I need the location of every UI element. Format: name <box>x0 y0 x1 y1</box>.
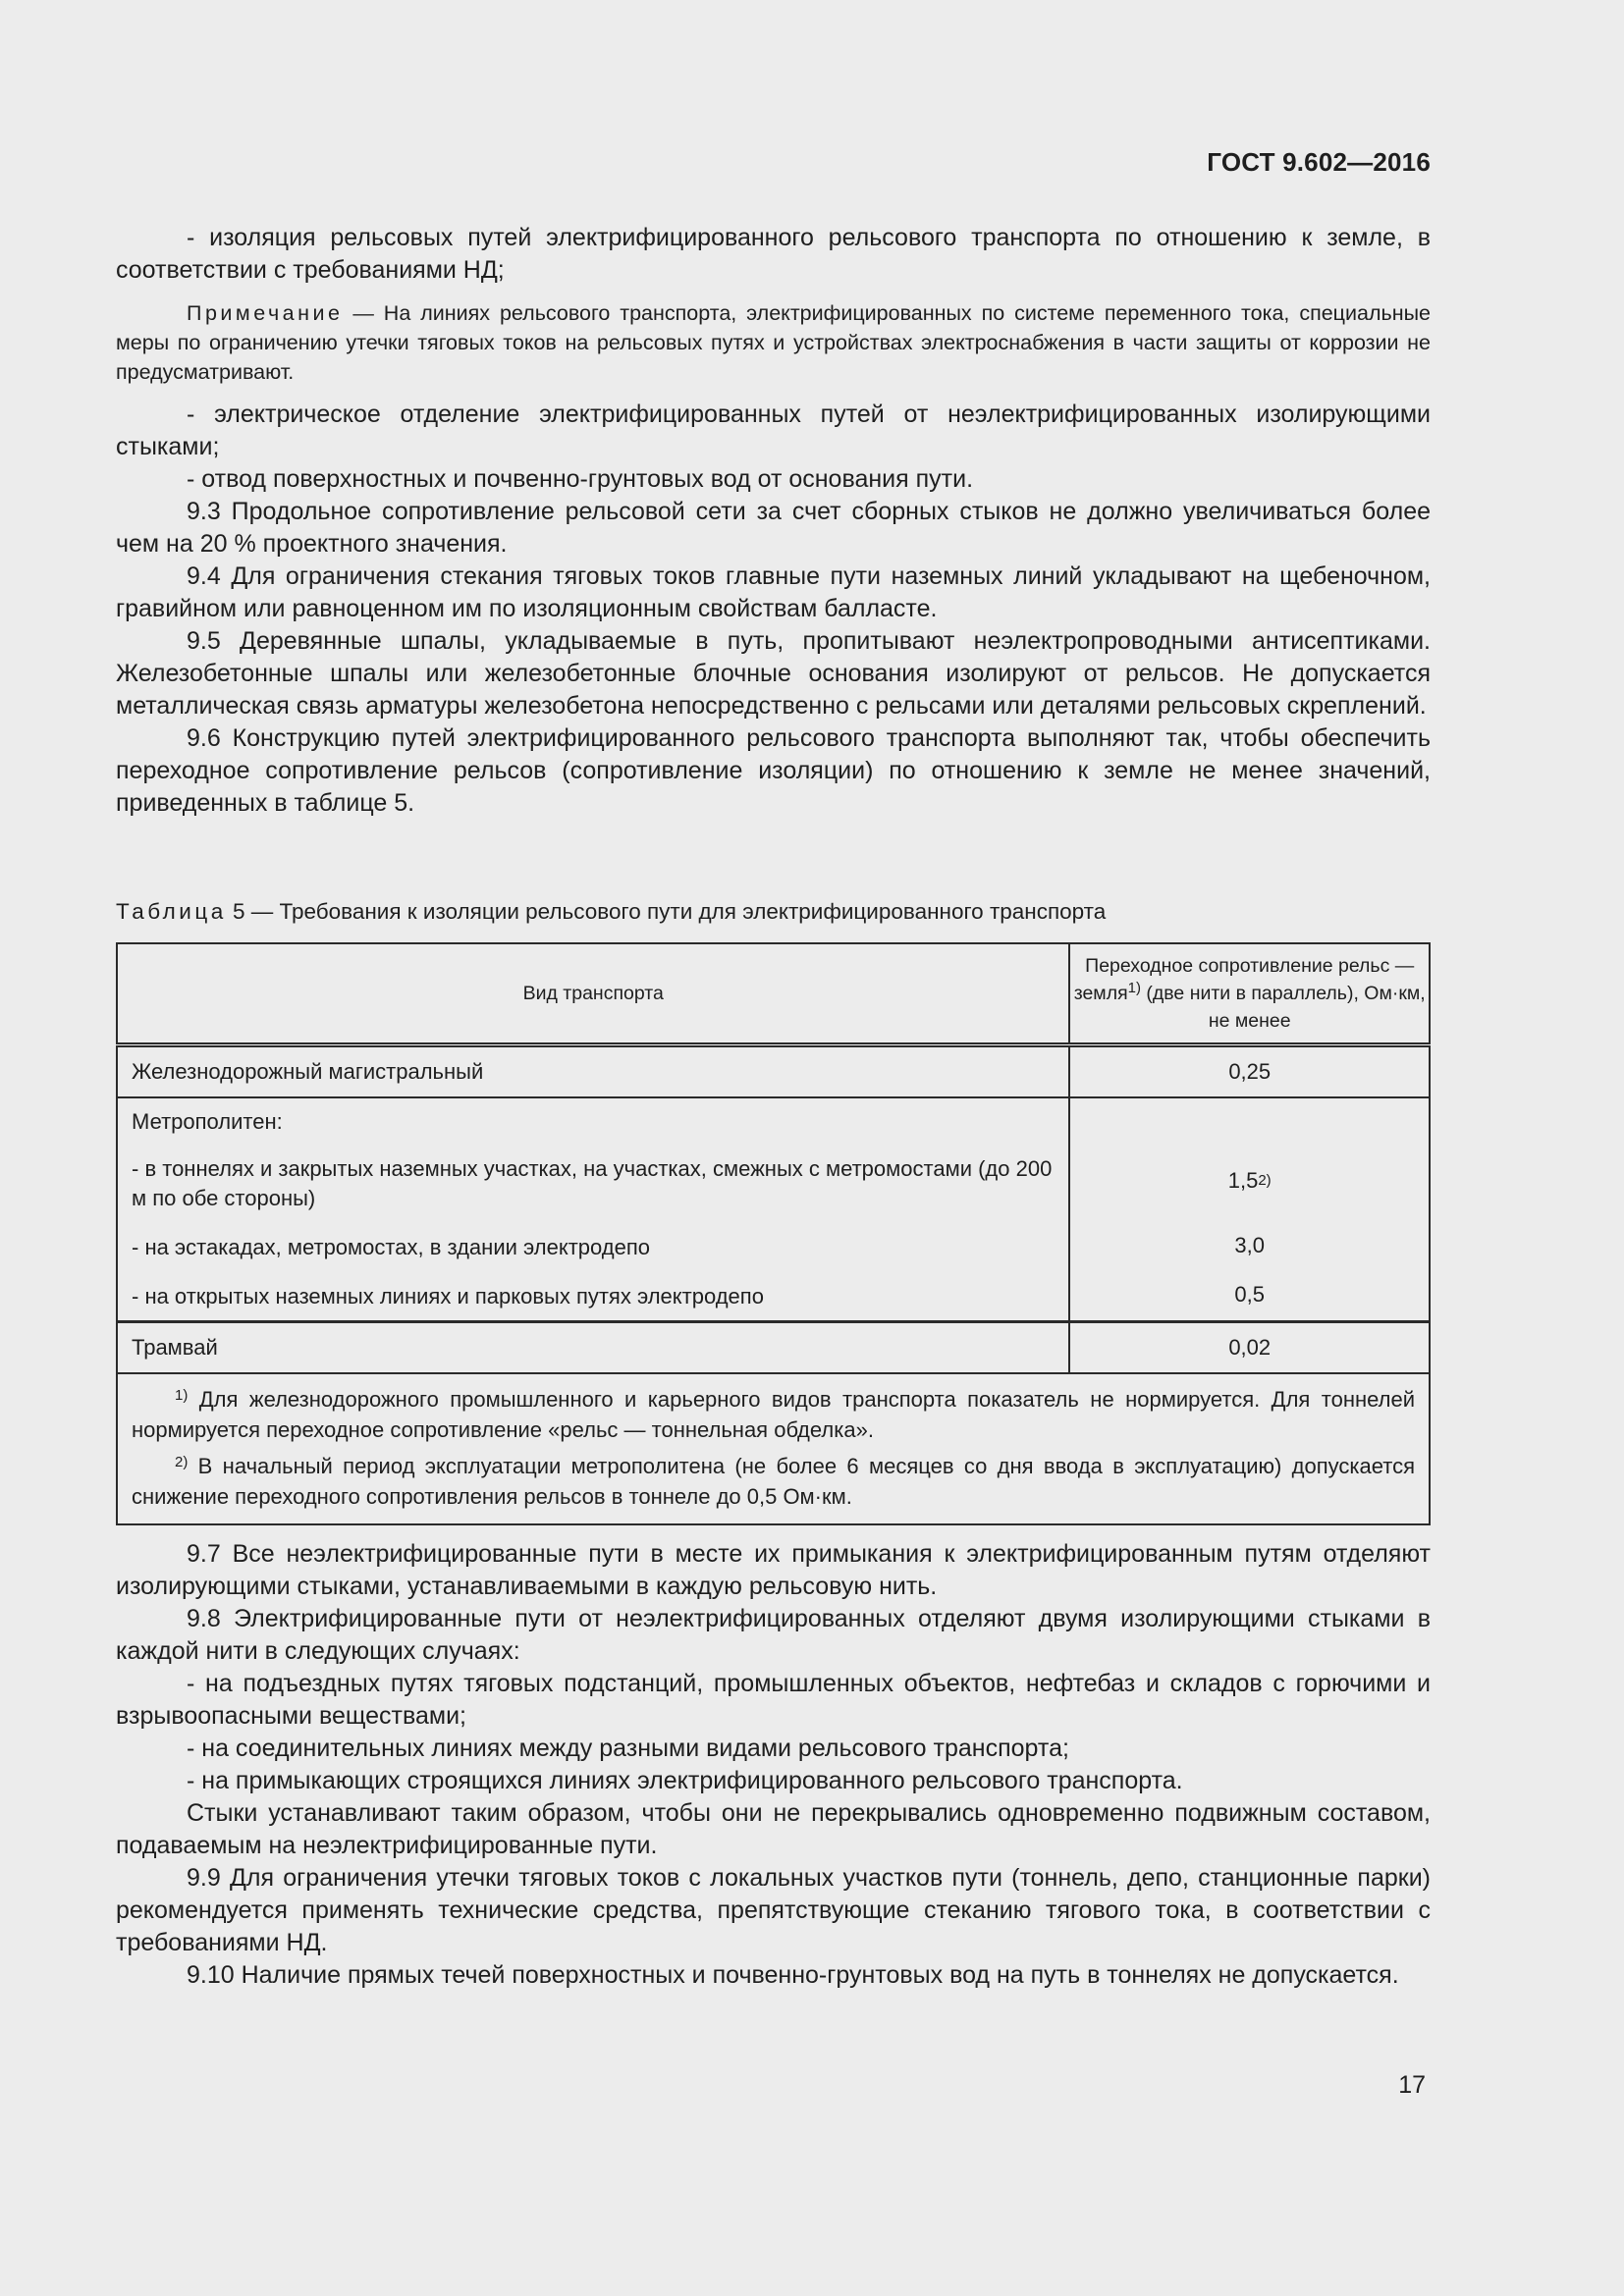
row-value: 0,02 <box>1069 1322 1430 1374</box>
table-row-metro <box>117 1097 1430 1322</box>
footnote-mark: 1) <box>175 1387 189 1404</box>
table-row <box>117 1322 1430 1374</box>
table-caption-text: 5 — Требования к изоляции рельсового пути для электрифицированного транспорта <box>226 899 1107 924</box>
metro-tunnel-value: 1,5 2) <box>1227 1168 1272 1193</box>
metro-names <box>117 1097 1069 1322</box>
row-name: Трамвай <box>117 1322 1069 1374</box>
note-label: Примечание <box>187 301 344 325</box>
paragraph: 9.7 Все неэлектрифицированные пути в месте их примыкания к электрифицированным путям отделяют изолирующими стыками, устанавливаемыми в каждую рельсовую нить. <box>116 1540 1431 1600</box>
metro-title-value-spacer <box>1070 1098 1429 1140</box>
section-after-table <box>116 1538 1431 1992</box>
paragraph: - на соединительных линиях между разными видами рельсового транспорта; <box>187 1735 1069 1762</box>
col-header-resistance <box>1069 943 1430 1045</box>
paragraph: Стыки устанавливают таким образом, чтобы они не перекрывались одновременно подвижным составом, подаваемым на неэлектрифицированные пути. <box>116 1799 1431 1859</box>
table-caption-label: Таблица <box>116 899 227 924</box>
note-text: — На линиях рельсового транспорта, электрифицированных по системе переменного тока, специальные меры по ограничению утечки тяговых токов на рельсовых путях и устройствах электроснабжения в части защиты от коррозии не предусматривают. <box>116 301 1431 384</box>
metro-open-value: 0,5 <box>1234 1282 1266 1307</box>
table-header-row <box>117 943 1430 1045</box>
table-footnotes-row <box>117 1373 1430 1524</box>
paragraph: - электрическое отделение электрифицированных путей от неэлектрифицированных изолирующими стыками; <box>116 400 1431 460</box>
paragraph: - на подъездных путях тяговых подстанций, промышленных объектов, нефтебаз и складов с горючими и взрывоопасными веществами; <box>116 1670 1431 1730</box>
col-header-resistance-a: Переходное сопротивление рельс — земля <box>1073 955 1415 1004</box>
paragraph: 9.6 Конструкцию путей электрифицированного рельсового транспорта выполняют так, чтобы обеспечить переходное сопротивление рельсов (сопротивление изоляции) по отношению к земле не менее значений, приведенных в таблице 5. <box>116 724 1431 817</box>
row-name: Железнодорожный магистральный <box>117 1045 1069 1098</box>
paragraph: 9.5 Деревянные шпалы, укладываемые в путь, пропитывают неэлектропроводными антисептиками. Железобетонные шпалы или железобетонные блочные основания изолируют от рельсов. Не допускается металлическая связь арматуры железобетона непосредственно с рельсами или деталями рельсовых скреплений. <box>116 627 1431 720</box>
metro-open-name: - на открытых наземных линиях и парковых путях электродепо <box>132 1284 764 1308</box>
footnote-1: $^{1)}$ Для железнодорожного промышленного и карьерного видов транспорта показатель не нормируется. Для тоннелей нормируется переходное сопротивление «рельс — тоннельная обделка». <box>132 1387 1415 1442</box>
metro-tunnel-name: - в тоннелях и закрытых наземных участках, на участках, смежных с метромостами (до 200 м по обе стороны) <box>132 1156 1053 1210</box>
col-header-resistance-b: (две нити в параллель), Ом·км, не менее <box>1141 983 1426 1032</box>
requirements-table <box>116 942 1431 1525</box>
paragraph: 9.8 Электрифицированные пути от неэлектрифицированных отделяют двумя изолирующими стыками в каждой нити в следующих случаях: <box>116 1605 1431 1665</box>
metro-values <box>1069 1097 1430 1322</box>
paragraph: 9.3 Продольное сопротивление рельсовой сети за счет сборных стыков не должно увеличиваться более чем на 20 % проектного значения. <box>116 498 1431 558</box>
col-header-transport: Вид транспорта <box>117 943 1069 1045</box>
table-caption <box>116 899 1106 925</box>
table-footnotes <box>117 1373 1430 1524</box>
paragraph: 9.4 Для ограничения стекания тяговых токов главные пути наземных линий укладывают на щебеночном, гравийном или равноценном им по изоляционным свойствам балласте. <box>116 562 1431 622</box>
paragraph: 9.9 Для ограничения утечки тяговых токов с локальных участков пути (тоннель, депо, станционные парки) рекомендуется применять технические средства, препятствующие стеканию тягового тока, в соответствии с требованиями НД. <box>116 1864 1431 1956</box>
paragraph: - на примыкающих строящихся линиях электрифицированного рельсового транспорта. <box>187 1767 1183 1794</box>
note <box>116 298 1431 387</box>
paragraph: 9.10 Наличие прямых течей поверхностных и почвенно-грунтовых вод на путь в тоннелях не допускается. <box>187 1961 1399 1989</box>
paragraph: - отвод поверхностных и почвенно-грунтовых вод от основания пути. <box>187 465 974 493</box>
page-number: 17 <box>1398 2071 1426 2099</box>
metro-title: Метрополитен: <box>132 1109 283 1134</box>
metro-bridge-value: 3,0 <box>1234 1233 1266 1257</box>
footnote-2: $^{2)}$ В начальный период эксплуатации метрополитена (не более 6 месяцев со дня ввода в эксплуатацию) допускается снижение переходного сопротивления рельсов в тоннеле до 0,5 Ом·км. <box>132 1454 1415 1509</box>
section-before-table <box>116 222 1431 820</box>
footnote-mark: 2) <box>175 1454 189 1470</box>
footnote-ref: 1) <box>1127 980 1141 996</box>
row-value: 0,25 <box>1069 1045 1430 1098</box>
table-row <box>117 1045 1430 1098</box>
document-header: ГОСТ 9.602—2016 <box>1207 147 1431 177</box>
metro-bridge-name: - на эстакадах, метромостах, в здании электродепо <box>132 1235 650 1259</box>
paragraph: - изоляция рельсовых путей электрифицированного рельсового транспорта по отношению к земле, в соответствии с требованиями НД; <box>116 224 1431 284</box>
